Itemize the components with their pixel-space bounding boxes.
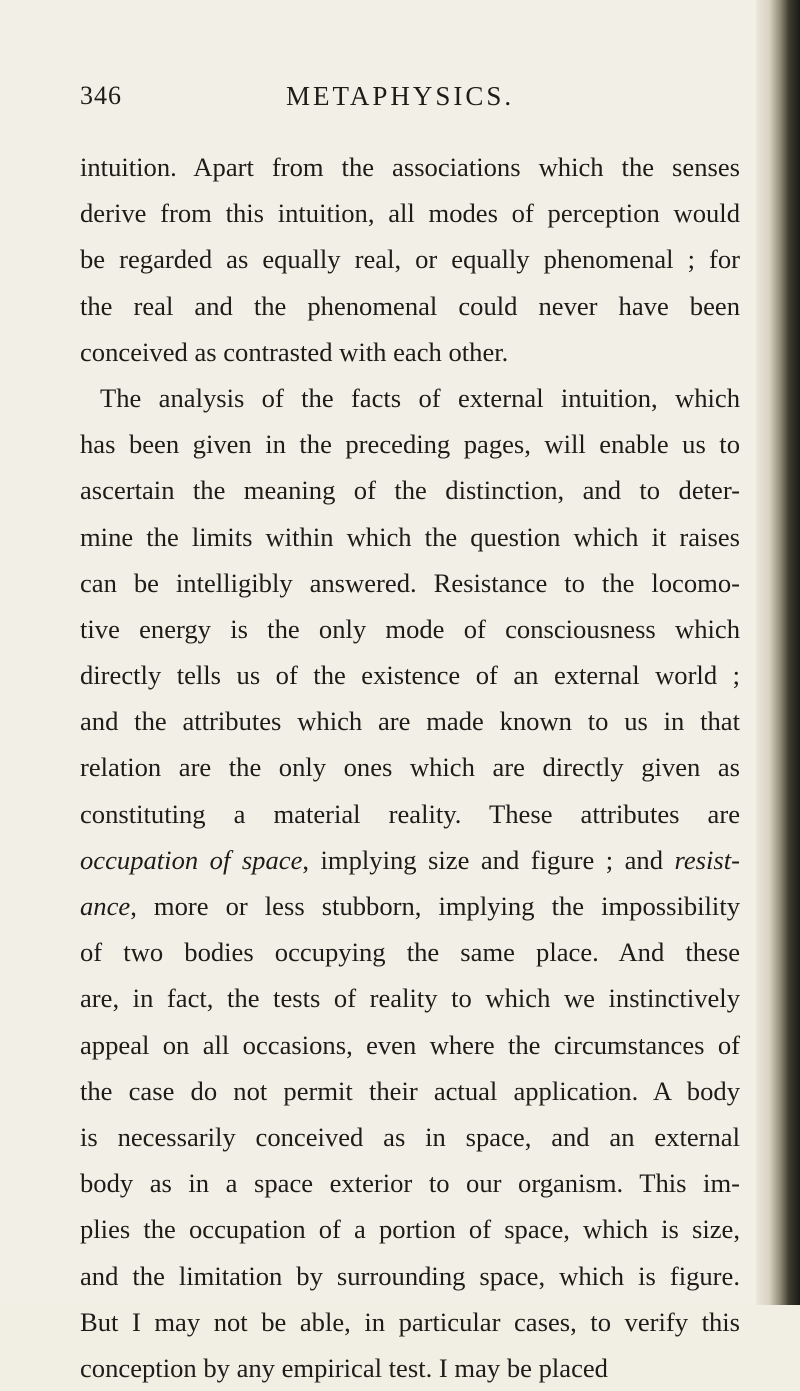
text-segment: derive from this intuition, all modes of perception would	[80, 198, 740, 229]
text-segment: of two bodies occupying the same place. And these	[80, 937, 740, 968]
text-line	[80, 698, 740, 744]
text-line	[80, 1206, 740, 1252]
text-segment: plies the occupation of a portion of space, which is size,	[80, 1214, 740, 1245]
text-segment: appeal on all occasions, even where the circumstances of	[80, 1029, 740, 1060]
italic-text: resist-	[674, 844, 740, 875]
text-line	[80, 283, 740, 329]
text-segment: has been given in the preceding pages, will enable us to	[80, 429, 740, 460]
text-line	[80, 421, 740, 467]
text-segment: and the attributes which are made known to us in that	[80, 706, 740, 737]
text-segment: directly tells us of the existence of an external world ;	[80, 660, 740, 691]
text-line	[80, 190, 740, 236]
text-line	[80, 606, 740, 652]
text-segment: constituting a material reality. These attributes are	[80, 798, 740, 829]
text-line	[80, 1114, 740, 1160]
text-line	[80, 791, 740, 837]
page-edge-shadow	[756, 0, 800, 1305]
text-segment: But I may not be able, in particular cases, to verify this	[80, 1306, 740, 1337]
text-line	[80, 1253, 740, 1299]
text-line	[80, 744, 740, 790]
text-line	[80, 837, 740, 883]
text-segment: ascertain the meaning of the distinction, and to deter-	[80, 475, 740, 506]
text-line	[80, 236, 740, 282]
text-line	[80, 1022, 740, 1068]
text-segment: be regarded as equally real, or equally phenomenal ; for	[80, 244, 740, 275]
text-line	[80, 929, 740, 975]
body-text	[80, 144, 740, 1391]
text-line	[80, 883, 740, 929]
text-segment: are, in fact, the tests of reality to which we instinctively	[80, 983, 740, 1014]
text-segment: body as in a space exterior to our organism. This im-	[80, 1168, 740, 1199]
italic-text: ance	[80, 891, 131, 921]
text-line	[80, 560, 740, 606]
text-line	[80, 514, 740, 560]
text-line	[80, 467, 740, 513]
running-head: METAPHYSICS.	[286, 80, 515, 111]
text-segment: , more or less stubborn, implying the impossibility	[130, 891, 740, 921]
italic-text: occupation of space	[80, 844, 303, 875]
text-segment: the case do not permit their actual application. A body	[80, 1075, 740, 1106]
text-line	[80, 1068, 740, 1114]
page-header	[80, 76, 740, 116]
text-segment: conception by any empirical test. I may be placed	[80, 1352, 608, 1383]
text-segment: is necessarily conceived as in space, and an external	[80, 1121, 740, 1152]
text-segment: relation are the only ones which are directly given as	[80, 752, 740, 783]
text-line	[80, 1160, 740, 1206]
text-line	[80, 375, 740, 421]
text-segment: The analysis of the facts of external intuition, which	[100, 382, 740, 413]
text-segment: tive energy is the only mode of consciousness which	[80, 613, 740, 644]
text-segment: intuition. Apart from the associations which the senses	[80, 152, 740, 182]
text-segment: mine the limits within which the question which it raises	[80, 521, 740, 552]
text-line	[80, 652, 740, 698]
text-line	[80, 144, 740, 190]
text-segment: , implying size and figure ; and	[302, 844, 675, 875]
text-line	[80, 1345, 740, 1391]
text-line	[80, 1299, 740, 1345]
text-segment: the real and the phenomenal could never have been	[80, 290, 740, 321]
text-segment: can be intelligibly answered. Resistance to the locomo-	[80, 567, 740, 598]
page-number: 346	[80, 81, 122, 110]
text-segment: conceived as contrasted with each other.	[80, 336, 509, 367]
text-line	[80, 975, 740, 1021]
text-line	[80, 329, 740, 375]
text-segment: and the limitation by surrounding space, which is figure.	[80, 1260, 740, 1291]
